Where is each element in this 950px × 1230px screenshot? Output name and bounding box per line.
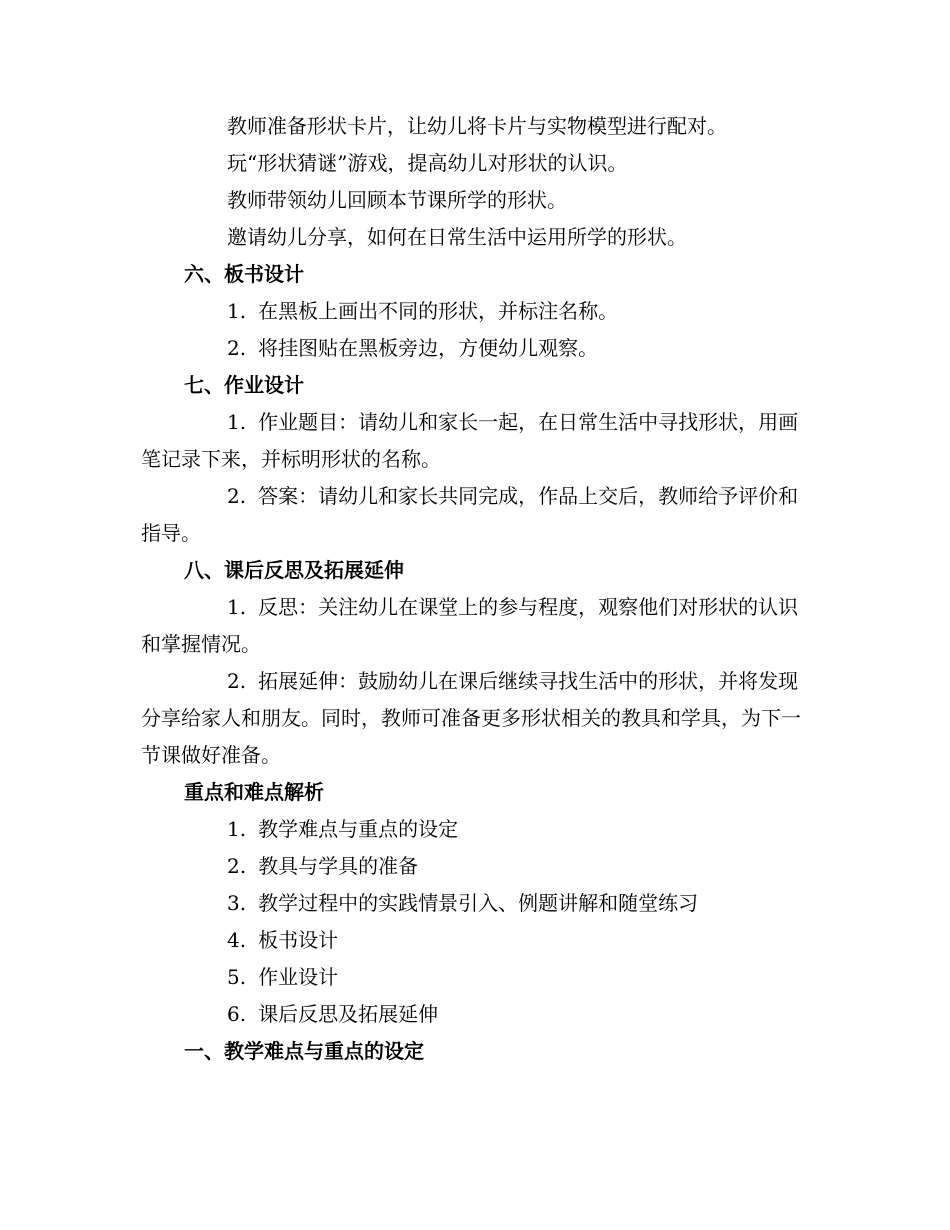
list-number: 1. (227, 817, 247, 841)
list-item-text: 作业设计 (258, 965, 339, 989)
section-heading-difficulty-setting (141, 1033, 805, 1070)
list-item-text: 课后反思及拓展延伸 (258, 1002, 439, 1026)
list-number: 2. (227, 669, 247, 693)
list-item-text: 教学难点与重点的设定 (258, 817, 459, 841)
list-number: 3. (227, 891, 247, 915)
list-item-text: 教学过程中的实践情景引入、例题讲解和随堂练习 (258, 891, 699, 915)
list-number: 2. (227, 484, 247, 508)
paragraph-text: 邀请幼儿分享，如何在日常生活中运用所学的形状。 (227, 225, 687, 249)
heading-text: 七、作业设计 (184, 373, 304, 397)
list-number: 5. (227, 965, 247, 989)
list-number: 1. (227, 299, 247, 323)
list-item-text: 板书设计 (258, 928, 339, 952)
list-item (141, 330, 805, 367)
list-number: 1. (227, 410, 247, 434)
list-number: 2. (227, 336, 247, 360)
list-item (141, 885, 805, 922)
list-item-text: 在黑板上画出不同的形状，并标注名称。 (258, 299, 619, 323)
list-item (141, 663, 805, 774)
paragraph-review (141, 182, 805, 219)
list-item-text: 教具与学具的准备 (258, 854, 419, 878)
list-number: 1. (227, 595, 247, 619)
section-heading-reflection (141, 552, 805, 589)
list-item (141, 959, 805, 996)
paragraph-share (141, 219, 805, 256)
section-heading-board-design (141, 256, 805, 293)
paragraph-shape-riddle (141, 145, 805, 182)
heading-text: 一、教学难点与重点的设定 (184, 1039, 424, 1063)
list-item-text: 作业题目：请幼儿和家长一起，在日常生活中寻找形状，用画笔记录下来，并标明形状的名称。 (141, 410, 799, 471)
list-number: 2. (227, 854, 247, 878)
document-body (141, 108, 805, 1070)
list-item-text: 反思：关注幼儿在课堂上的参与程度，观察他们对形状的认识和掌握情况。 (141, 595, 799, 656)
list-item (141, 478, 805, 552)
paragraph-text: 教师准备形状卡片，让幼儿将卡片与实物模型进行配对。 (227, 114, 727, 138)
list-item (141, 811, 805, 848)
list-item (141, 922, 805, 959)
section-heading-homework (141, 367, 805, 404)
section-heading-key-points (141, 774, 805, 811)
list-item (141, 848, 805, 885)
heading-text: 重点和难点解析 (184, 780, 324, 804)
list-item (141, 404, 805, 478)
list-item (141, 589, 805, 663)
list-number: 6. (227, 1002, 247, 1026)
paragraph-text: 教师带领幼儿回顾本节课所学的形状。 (227, 188, 567, 212)
list-number: 4. (227, 928, 247, 952)
paragraph-card-matching (141, 108, 805, 145)
list-item-text: 拓展延伸：鼓励幼儿在课后继续寻找生活中的形状，并将发现分享给家人和朋友。同时，教师可准备更多形状相关的教具和学具，为下一节课做好准备。 (141, 669, 801, 767)
list-item-text: 将挂图贴在黑板旁边，方便幼儿观察。 (258, 336, 599, 360)
heading-text: 六、板书设计 (184, 262, 304, 286)
paragraph-text: 玩“形状猜谜”游戏，提高幼儿对形状的认识。 (227, 151, 628, 175)
list-item (141, 293, 805, 330)
list-item-text: 答案：请幼儿和家长共同完成，作品上交后，教师给予评价和指导。 (141, 484, 799, 545)
heading-text: 八、课后反思及拓展延伸 (184, 558, 404, 582)
list-item (141, 996, 805, 1033)
